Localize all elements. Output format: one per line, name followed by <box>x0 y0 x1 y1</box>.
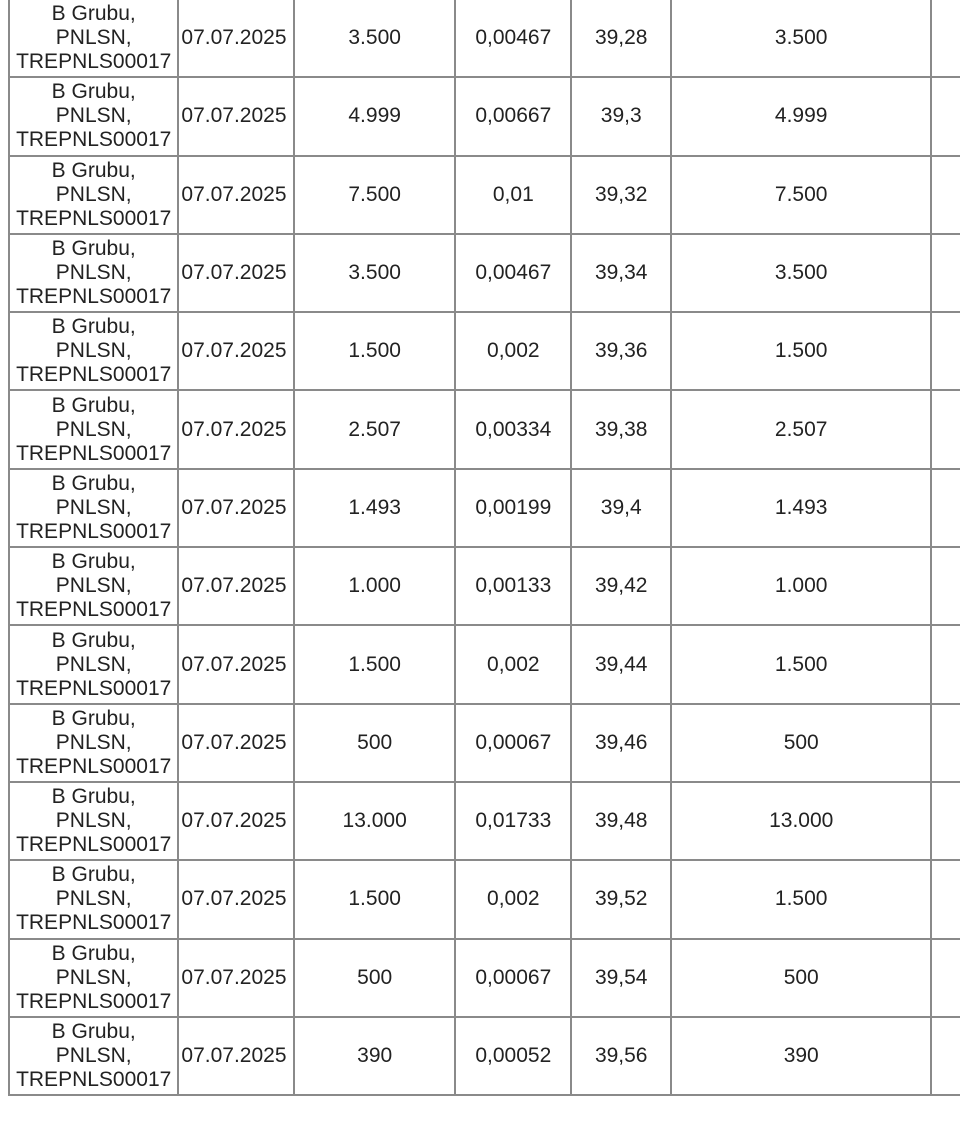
security-cell <box>9 469 178 547</box>
price-cell: 39,56 <box>571 1017 671 1095</box>
ratio-cell: 0,002 <box>455 625 571 703</box>
empty-cell <box>931 704 960 782</box>
share-group-text: B Grubu, <box>51 315 136 339</box>
isin-code-text: TREPNLS00017 <box>16 441 172 465</box>
quantity-cell: 390 <box>294 1017 455 1095</box>
table-row <box>9 469 960 547</box>
share-group-text: B Grubu, <box>51 706 136 730</box>
share-group-text: B Grubu, <box>51 2 136 26</box>
empty-cell <box>931 234 960 312</box>
total-cell: 2.507 <box>671 390 931 468</box>
table-row <box>9 390 960 468</box>
date-cell: 07.07.2025 <box>178 939 294 1017</box>
table-row <box>9 939 960 1017</box>
share-group-text: B Grubu, <box>51 158 136 182</box>
quantity-cell: 500 <box>294 704 455 782</box>
total-cell: 500 <box>671 704 931 782</box>
date-cell: 07.07.2025 <box>178 77 294 155</box>
ticker-code-text: PNLSN, <box>55 730 132 754</box>
ratio-cell: 0,00467 <box>455 0 571 77</box>
date-cell: 07.07.2025 <box>178 625 294 703</box>
ticker-code-text: PNLSN, <box>55 495 132 519</box>
quantity-cell: 13.000 <box>294 782 455 860</box>
quantity-cell: 1.000 <box>294 547 455 625</box>
price-cell: 39,28 <box>571 0 671 77</box>
ticker-code-text: PNLSN, <box>55 261 132 285</box>
share-group-text: B Grubu, <box>51 237 136 261</box>
isin-code-text: TREPNLS00017 <box>16 206 172 230</box>
security-cell <box>9 312 178 390</box>
total-cell: 7.500 <box>671 156 931 234</box>
total-cell: 1.500 <box>671 860 931 938</box>
empty-cell <box>931 939 960 1017</box>
share-group-text: B Grubu, <box>51 785 136 809</box>
share-group-text: B Grubu, <box>51 80 136 104</box>
empty-cell <box>931 469 960 547</box>
empty-cell <box>931 312 960 390</box>
ticker-code-text: PNLSN, <box>55 809 132 833</box>
ratio-cell: 0,00199 <box>455 469 571 547</box>
security-cell <box>9 1017 178 1095</box>
security-cell <box>9 0 178 77</box>
table-row <box>9 547 960 625</box>
quantity-cell: 1.500 <box>294 860 455 938</box>
date-cell: 07.07.2025 <box>178 312 294 390</box>
quantity-cell: 3.500 <box>294 0 455 77</box>
isin-code-text: TREPNLS00017 <box>16 363 172 387</box>
security-cell <box>9 77 178 155</box>
share-group-text: B Grubu, <box>51 471 136 495</box>
ticker-code-text: PNLSN, <box>55 26 132 50</box>
quantity-cell: 4.999 <box>294 77 455 155</box>
empty-cell <box>931 625 960 703</box>
ratio-cell: 0,00133 <box>455 547 571 625</box>
share-group-text: B Grubu, <box>51 1020 136 1043</box>
total-cell: 500 <box>671 939 931 1017</box>
price-cell: 39,3 <box>571 77 671 155</box>
isin-code-text: TREPNLS00017 <box>16 285 172 309</box>
ticker-code-text: PNLSN, <box>55 339 132 363</box>
security-cell <box>9 625 178 703</box>
ratio-cell: 0,002 <box>455 312 571 390</box>
ticker-code-text: PNLSN, <box>55 417 132 441</box>
price-cell: 39,4 <box>571 469 671 547</box>
empty-cell <box>931 156 960 234</box>
date-cell: 07.07.2025 <box>178 860 294 938</box>
security-cell <box>9 782 178 860</box>
date-cell: 07.07.2025 <box>178 234 294 312</box>
table-row <box>9 156 960 234</box>
date-cell: 07.07.2025 <box>178 390 294 468</box>
quantity-cell: 3.500 <box>294 234 455 312</box>
table-row <box>9 234 960 312</box>
ratio-cell: 0,00667 <box>455 77 571 155</box>
total-cell: 1.493 <box>671 469 931 547</box>
transactions-table-body <box>9 0 960 1095</box>
transactions-table <box>8 0 960 1096</box>
date-cell: 07.07.2025 <box>178 156 294 234</box>
table-row <box>9 312 960 390</box>
share-group-text: B Grubu, <box>51 393 136 417</box>
total-cell: 13.000 <box>671 782 931 860</box>
total-cell: 4.999 <box>671 77 931 155</box>
table-row <box>9 782 960 860</box>
security-cell <box>9 704 178 782</box>
ticker-code-text: PNLSN, <box>55 104 132 128</box>
total-cell: 390 <box>671 1017 931 1095</box>
empty-cell <box>931 547 960 625</box>
price-cell: 39,54 <box>571 939 671 1017</box>
ratio-cell: 0,01 <box>455 156 571 234</box>
quantity-cell: 500 <box>294 939 455 1017</box>
price-cell: 39,36 <box>571 312 671 390</box>
empty-cell <box>931 390 960 468</box>
isin-code-text: TREPNLS00017 <box>16 519 172 543</box>
share-group-text: B Grubu, <box>51 550 136 574</box>
total-cell: 1.000 <box>671 547 931 625</box>
isin-code-text: TREPNLS00017 <box>16 1068 172 1091</box>
security-cell <box>9 156 178 234</box>
isin-code-text: TREPNLS00017 <box>16 911 172 935</box>
security-cell <box>9 234 178 312</box>
price-cell: 39,32 <box>571 156 671 234</box>
ticker-code-text: PNLSN, <box>55 574 132 598</box>
ratio-cell: 0,002 <box>455 860 571 938</box>
empty-cell <box>931 860 960 938</box>
ticker-code-text: PNLSN, <box>55 887 132 911</box>
ticker-code-text: PNLSN, <box>55 652 132 676</box>
date-cell: 07.07.2025 <box>178 704 294 782</box>
ticker-code-text: PNLSN, <box>55 182 132 206</box>
table-row <box>9 704 960 782</box>
table-row <box>9 1017 960 1095</box>
isin-code-text: TREPNLS00017 <box>16 833 172 857</box>
empty-cell <box>931 782 960 860</box>
ticker-code-text: PNLSN, <box>55 965 132 989</box>
price-cell: 39,44 <box>571 625 671 703</box>
price-cell: 39,52 <box>571 860 671 938</box>
empty-cell <box>931 1017 960 1095</box>
quantity-cell: 2.507 <box>294 390 455 468</box>
total-cell: 3.500 <box>671 0 931 77</box>
ratio-cell: 0,00334 <box>455 390 571 468</box>
isin-code-text: TREPNLS00017 <box>16 50 172 74</box>
ratio-cell: 0,00067 <box>455 939 571 1017</box>
empty-cell <box>931 77 960 155</box>
quantity-cell: 1.493 <box>294 469 455 547</box>
isin-code-text: TREPNLS00017 <box>16 598 172 622</box>
price-cell: 39,48 <box>571 782 671 860</box>
ratio-cell: 0,00467 <box>455 234 571 312</box>
table-row <box>9 625 960 703</box>
total-cell: 1.500 <box>671 625 931 703</box>
date-cell: 07.07.2025 <box>178 0 294 77</box>
isin-code-text: TREPNLS00017 <box>16 128 172 152</box>
security-cell <box>9 860 178 938</box>
table-row <box>9 860 960 938</box>
price-cell: 39,46 <box>571 704 671 782</box>
share-group-text: B Grubu, <box>51 628 136 652</box>
price-cell: 39,42 <box>571 547 671 625</box>
price-cell: 39,34 <box>571 234 671 312</box>
quantity-cell: 1.500 <box>294 625 455 703</box>
security-cell <box>9 547 178 625</box>
ticker-code-text: PNLSN, <box>55 1044 132 1067</box>
isin-code-text: TREPNLS00017 <box>16 676 172 700</box>
ratio-cell: 0,00067 <box>455 704 571 782</box>
date-cell: 07.07.2025 <box>178 782 294 860</box>
date-cell: 07.07.2025 <box>178 469 294 547</box>
total-cell: 1.500 <box>671 312 931 390</box>
total-cell: 3.500 <box>671 234 931 312</box>
table-row <box>9 0 960 77</box>
date-cell: 07.07.2025 <box>178 547 294 625</box>
date-cell: 07.07.2025 <box>178 1017 294 1095</box>
security-cell <box>9 390 178 468</box>
quantity-cell: 7.500 <box>294 156 455 234</box>
security-cell <box>9 939 178 1017</box>
share-group-text: B Grubu, <box>51 941 136 965</box>
table-row <box>9 77 960 155</box>
price-cell: 39,38 <box>571 390 671 468</box>
ratio-cell: 0,00052 <box>455 1017 571 1095</box>
quantity-cell: 1.500 <box>294 312 455 390</box>
share-group-text: B Grubu, <box>51 863 136 887</box>
ratio-cell: 0,01733 <box>455 782 571 860</box>
isin-code-text: TREPNLS00017 <box>16 989 172 1013</box>
isin-code-text: TREPNLS00017 <box>16 754 172 778</box>
empty-cell <box>931 0 960 77</box>
